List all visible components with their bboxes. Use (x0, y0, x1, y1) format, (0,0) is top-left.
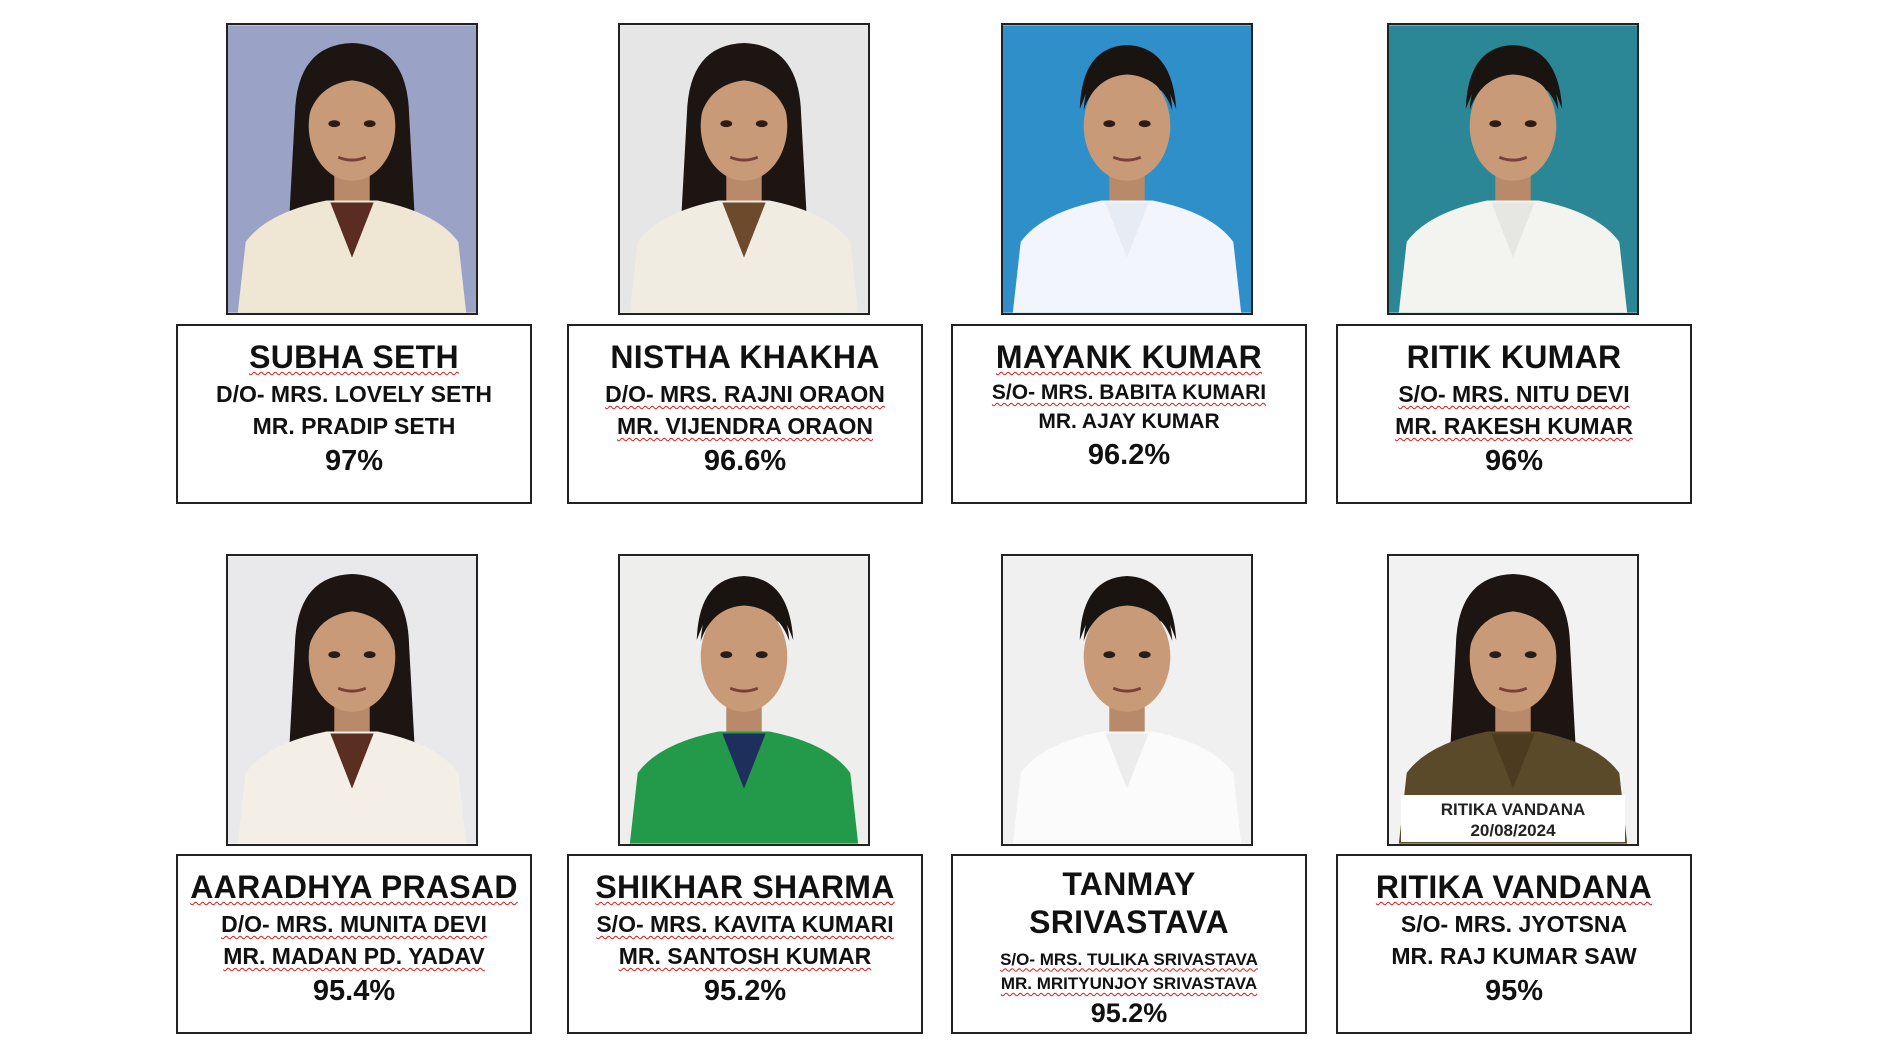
student-card (176, 854, 532, 1034)
student-percentage: 95.4% (312, 974, 396, 1007)
parent-father: MR. RAJ KUMAR SAW (1391, 942, 1637, 969)
student-card (567, 324, 923, 504)
parent-father: MR. MRITYUNJOY SRIVASTAVA (1000, 974, 1258, 994)
student-card (567, 854, 923, 1034)
student-photo-girl (228, 556, 476, 844)
student-name: SUBHA SETH (249, 339, 459, 375)
student-name: AARADHYA PRASAD (190, 869, 518, 905)
student-card (1336, 324, 1692, 504)
student-name: MAYANK KUMAR (995, 339, 1263, 375)
student-name: RITIK KUMAR (1406, 339, 1622, 375)
parent-father: MR. MADAN PD. YADAV (223, 942, 485, 969)
parent-mother: D/O- MRS. RAJNI ORAON (605, 381, 885, 408)
parent-father: MR. SANTOSH KUMAR (618, 942, 872, 969)
student-photo-boy (620, 556, 868, 844)
student-name: TANMAY SRIVASTAVA (1029, 866, 1229, 940)
student-photo-boy (1003, 556, 1251, 844)
parent-father: MR. RAKESH KUMAR (1395, 412, 1633, 439)
student-card (1336, 854, 1692, 1034)
student-percentage: 96.6% (703, 444, 787, 477)
student-photo (618, 23, 870, 315)
photo-caption (1401, 795, 1625, 843)
parent-mother: S/O- MRS. JYOTSNA (1400, 911, 1628, 938)
student-photo-girl (620, 25, 868, 313)
student-percentage: 97% (324, 444, 384, 477)
student-name: RITIKA VANDANA (1375, 869, 1653, 905)
student-photo (618, 554, 870, 846)
parent-mother: S/O- MRS. KAVITA KUMARI (596, 911, 894, 938)
student-percentage: 96.2% (1087, 439, 1171, 472)
student-photo (226, 23, 478, 315)
student-photo-boy (1003, 25, 1251, 313)
caption-name: RITIKA VANDANA (1440, 799, 1586, 819)
student-photo-girl (228, 25, 476, 313)
parent-mother: D/O- MRS. MUNITA DEVI (221, 911, 487, 938)
student-percentage: 95.2% (1090, 997, 1168, 1028)
parent-mother: S/O- MRS. NITU DEVI (1398, 381, 1630, 408)
parent-mother: S/O- MRS. TULIKA SRIVASTAVA (1000, 949, 1258, 969)
parent-mother: S/O- MRS. BABITA KUMARI (991, 381, 1267, 405)
student-card (176, 324, 532, 504)
student-photo (1387, 23, 1639, 315)
student-card (951, 324, 1307, 504)
student-percentage: 95% (1484, 974, 1544, 1007)
student-percentage: 95.2% (703, 974, 787, 1007)
caption-date: 20/08/2024 (1470, 820, 1556, 840)
parent-mother: D/O- MRS. LOVELY SETH (215, 381, 493, 408)
parent-father: MR. VIJENDRA ORAON (617, 412, 873, 439)
student-photo (226, 554, 478, 846)
student-percentage: 96% (1484, 444, 1544, 477)
student-name: SHIKHAR SHARMA (595, 869, 895, 905)
student-photo (1387, 554, 1639, 846)
student-photo (1001, 23, 1253, 315)
student-photo (1001, 554, 1253, 846)
parent-father: MR. AJAY KUMAR (1038, 410, 1220, 434)
student-name: NISTHA KHAKHA (610, 339, 880, 375)
student-card (951, 854, 1307, 1034)
student-photo-boy (1389, 25, 1637, 313)
parent-father: MR. PRADIP SETH (252, 412, 456, 439)
